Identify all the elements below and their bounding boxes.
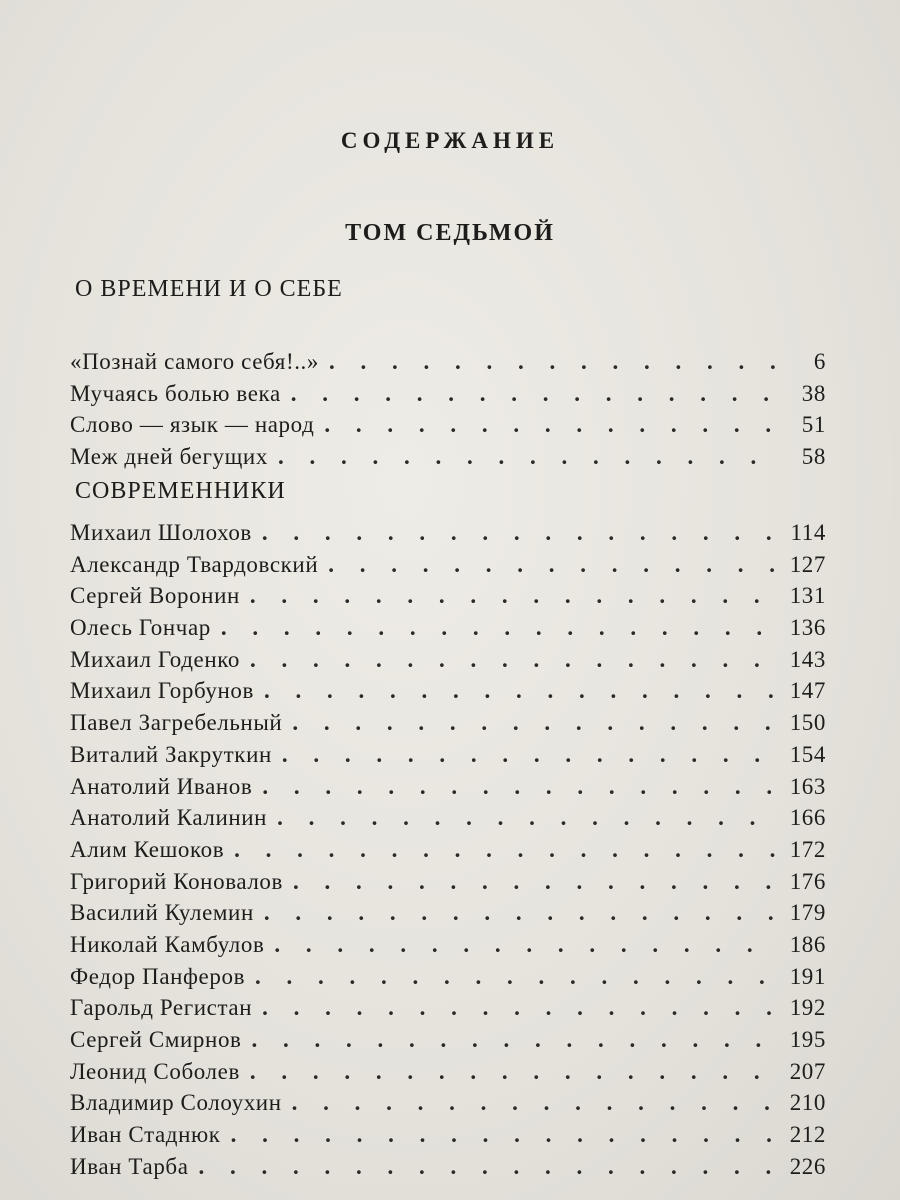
dot-leader xyxy=(250,647,776,673)
entry-page: 131 xyxy=(789,583,826,609)
dot-leader xyxy=(292,1090,776,1116)
toc-entry xyxy=(70,837,826,869)
toc-entry xyxy=(70,710,826,742)
entry-title: Олесь Гончар xyxy=(70,615,211,641)
dot-leader xyxy=(255,964,776,990)
entry-title: Мучаясь болью века xyxy=(70,380,281,406)
dot-leader xyxy=(292,710,776,736)
entry-title: Владимир Солоухин xyxy=(70,1090,282,1116)
entry-title: Григорий Коновалов xyxy=(70,868,283,894)
entry-page: 210 xyxy=(789,1090,826,1116)
entry-title: Василий Кулемин xyxy=(70,900,254,926)
entry-title: Иван Тарба xyxy=(70,1153,189,1179)
entry-page: 212 xyxy=(789,1122,826,1148)
toc-entry xyxy=(70,1059,826,1091)
toc-entry xyxy=(70,742,826,774)
entry-title: Александр Твардовский xyxy=(70,551,319,577)
toc-entry xyxy=(70,678,826,710)
entry-page: 207 xyxy=(789,1058,826,1084)
entry-page: 6 xyxy=(813,349,826,374)
dot-leader xyxy=(328,552,776,578)
toc-entry xyxy=(70,932,826,964)
dot-leader xyxy=(252,1027,777,1053)
entry-page: 147 xyxy=(789,678,826,704)
toc-entry xyxy=(70,381,826,413)
entry-title: Леонид Соболев xyxy=(70,1058,240,1084)
dot-leader xyxy=(250,583,776,609)
toc-entry xyxy=(70,1154,826,1186)
toc-list-1 xyxy=(70,349,826,476)
dot-leader xyxy=(278,444,776,470)
contents-title: СОДЕРЖАНИЕ xyxy=(340,128,560,153)
toc-entry xyxy=(70,869,826,901)
entry-title: Михаил Горбунов xyxy=(70,678,254,704)
toc-entry xyxy=(70,964,826,996)
entry-title: Федор Панферов xyxy=(70,963,246,989)
entry-title: Меж дней бегущих xyxy=(70,444,268,470)
entry-title: Михаил Шолохов xyxy=(70,520,252,545)
toc-entry xyxy=(70,349,826,381)
toc-entry xyxy=(70,805,826,837)
entry-page: 176 xyxy=(789,868,826,894)
dot-leader xyxy=(264,678,776,704)
toc-entry xyxy=(70,583,826,615)
entry-page: 195 xyxy=(789,1027,826,1052)
dot-leader xyxy=(262,774,776,800)
entry-title: Анатолий Калинин xyxy=(70,805,268,831)
section-title-2: СОВРЕМЕННИКИ xyxy=(75,478,286,504)
dot-leader xyxy=(221,615,776,641)
entry-page: 150 xyxy=(789,710,826,736)
entry-title: Павел Загребельный xyxy=(70,710,283,736)
toc-entry xyxy=(70,1027,826,1059)
dot-leader xyxy=(324,412,776,438)
toc-list-2 xyxy=(70,520,826,1185)
toc-entry xyxy=(70,552,826,584)
toc-entry xyxy=(70,647,826,679)
toc-entry xyxy=(70,995,826,1027)
dot-leader xyxy=(234,837,776,863)
entry-page: 114 xyxy=(790,520,826,545)
dot-leader xyxy=(262,995,776,1021)
entry-page: 38 xyxy=(801,380,826,406)
entry-page: 127 xyxy=(789,551,826,577)
entry-page: 136 xyxy=(789,615,826,641)
entry-title: Иван Стаднюк xyxy=(70,1122,221,1148)
dot-leader xyxy=(231,1122,776,1148)
volume-title: ТОМ СЕДЬМОЙ xyxy=(345,220,555,246)
toc-entry xyxy=(70,1090,826,1122)
entry-page: 186 xyxy=(789,931,826,957)
dot-leader xyxy=(250,1059,776,1085)
entry-title: Анатолий Иванов xyxy=(70,773,253,799)
entry-page: 58 xyxy=(801,444,826,470)
entry-title: Слово — язык — народ xyxy=(70,412,315,438)
entry-title: Михаил Годенко xyxy=(70,646,240,672)
toc-entry xyxy=(70,900,826,932)
entry-page: 143 xyxy=(789,646,826,672)
dot-leader xyxy=(291,381,776,407)
entry-title: Гарольд Регистан xyxy=(70,995,253,1021)
entry-page: 154 xyxy=(789,741,826,767)
toc-entry xyxy=(70,520,826,552)
dot-leader xyxy=(274,932,776,958)
dot-leader xyxy=(329,349,776,375)
toc-entry xyxy=(70,412,826,444)
entry-page: 51 xyxy=(801,412,826,438)
entry-page: 179 xyxy=(789,900,826,926)
toc-entry xyxy=(70,1122,826,1154)
entry-page: 163 xyxy=(789,773,826,799)
entry-title: Сергей Смирнов xyxy=(70,1027,242,1052)
dot-leader xyxy=(293,869,776,895)
dot-leader xyxy=(282,742,776,768)
entry-page: 191 xyxy=(789,963,826,989)
entry-page: 226 xyxy=(789,1153,826,1179)
dot-leader xyxy=(264,900,776,926)
entry-title: Сергей Воронин xyxy=(70,583,240,609)
entry-title: Николай Камбулов xyxy=(70,931,265,957)
entry-title: «Познай самого себя!..» xyxy=(70,349,319,374)
toc-entry xyxy=(70,615,826,647)
toc-entry xyxy=(70,444,826,476)
entry-page: 192 xyxy=(789,995,826,1021)
entry-page: 172 xyxy=(789,836,826,862)
dot-leader xyxy=(199,1154,776,1180)
dot-leader xyxy=(277,805,776,831)
toc-entry xyxy=(70,774,826,806)
entry-title: Виталий Закруткин xyxy=(70,741,272,767)
entry-page: 166 xyxy=(789,805,826,831)
section-title-1: О ВРЕМЕНИ И О СЕБЕ xyxy=(75,276,343,302)
entry-title: Алим Кешоков xyxy=(70,836,225,862)
dot-leader xyxy=(262,520,776,546)
